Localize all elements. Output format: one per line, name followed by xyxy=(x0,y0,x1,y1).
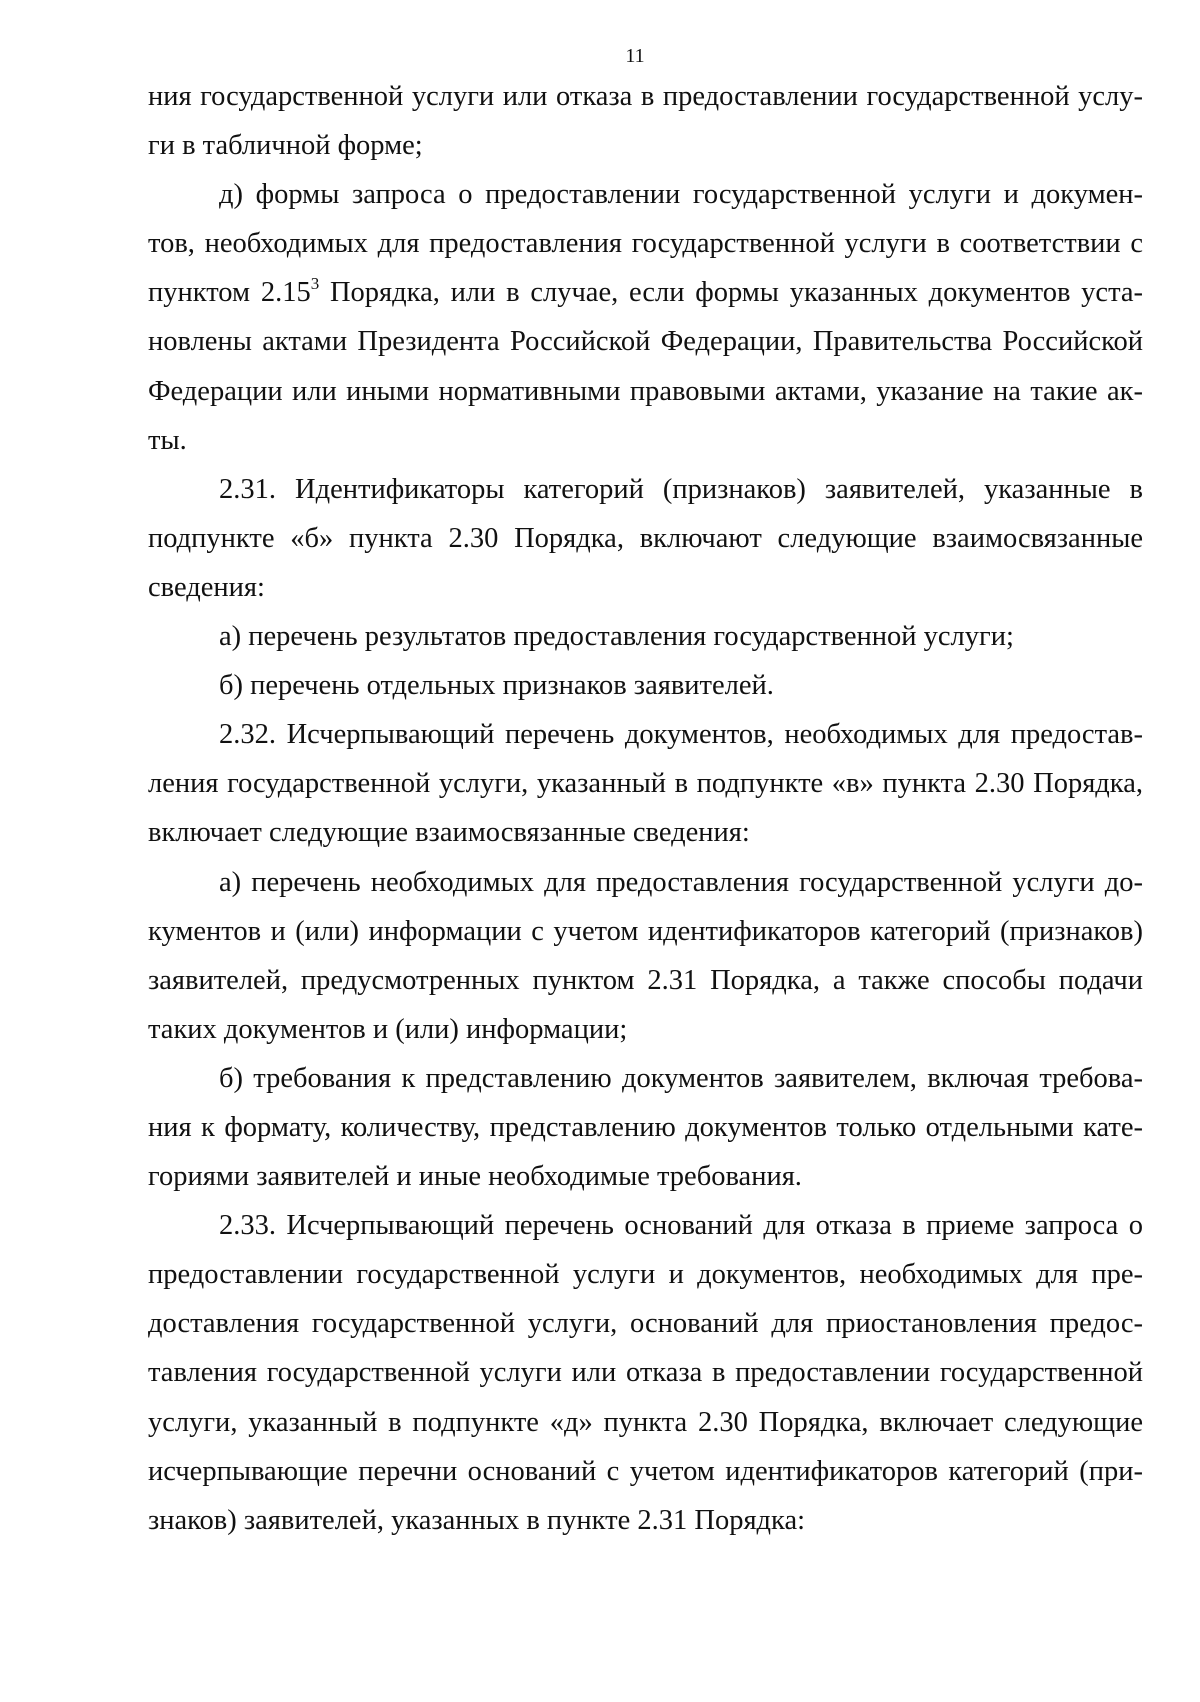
text-line: ния государственной услуги или отказа в предоставлении государственной услу- xyxy=(148,81,1143,112)
text-line: таких документов и (или) информации; xyxy=(148,1013,628,1045)
text-line: предоставлении государственной услуги и документов, необходимых для пре- xyxy=(148,1259,1143,1291)
text-line: ги в табличной форме; xyxy=(148,130,423,162)
paragraph-2-31-b xyxy=(148,661,1143,710)
text-line: тов, необходимых для предоставления государственной услуги в соответствии с xyxy=(148,228,1143,260)
text-line: сведения: xyxy=(148,571,265,603)
paragraph-item-d xyxy=(148,170,1143,465)
text-line: гориями заявителей и иные необходимые требования. xyxy=(148,1161,802,1193)
paragraph-2-32-b xyxy=(148,1054,1143,1201)
text-line: пунктом 2.15 xyxy=(148,277,311,309)
text-line: б) требования к представлению документов заявителем, включая требова- xyxy=(219,1062,1143,1094)
text-line: 2.33. Исчерпывающий перечень оснований для отказа в приеме запроса о xyxy=(219,1210,1143,1242)
text-line: а) перечень необходимых для предоставления государственной услуги до- xyxy=(219,866,1143,898)
text-line: ления государственной услуги, указанный в подпункте «в» пункта 2.30 Порядка, xyxy=(148,768,1143,800)
text-line: услуги, указанный в подпункте «д» пункта 2.30 Порядка, включает следующие xyxy=(148,1406,1143,1438)
superscript: 3 xyxy=(310,273,320,293)
document-body xyxy=(148,72,1143,1545)
paragraph-2-33 xyxy=(148,1201,1143,1545)
paragraph-2-32-a xyxy=(148,858,1143,1054)
text-line: доставления государственной услуги, оснований для приостановления предос- xyxy=(148,1308,1143,1340)
text-line: 2.32. Исчерпывающий перечень документов, необходимых для предостав- xyxy=(219,719,1143,751)
paragraph-continuation xyxy=(148,72,1143,170)
text-line: кументов и (или) информации с учетом идентификаторов категорий (признаков) xyxy=(148,915,1143,947)
page-number: 11 xyxy=(625,45,645,67)
text-line: подпункте «б» пункта 2.30 Порядка, включают следующие взаимосвязанные xyxy=(148,522,1143,554)
text-line: новлены актами Президента Российской Федерации, Правительства Российской xyxy=(148,326,1143,358)
text-line: включает следующие взаимосвязанные сведения: xyxy=(148,817,750,849)
text-line: исчерпывающие перечни оснований с учетом идентификаторов категорий (при- xyxy=(148,1455,1143,1487)
text-line: Федерации или иными нормативными правовыми актами, указание на такие ак- xyxy=(148,375,1143,407)
text-line: д) формы запроса о предоставлении государственной услуги и докумен- xyxy=(219,179,1143,211)
text-line: б) перечень отдельных признаков заявителей. xyxy=(219,670,774,702)
paragraph-2-32 xyxy=(148,710,1143,857)
paragraph-2-31 xyxy=(148,465,1143,612)
text-line: 2.31. Идентификаторы категорий (признаков) заявителей, указанные в xyxy=(219,473,1143,505)
paragraph-2-31-a xyxy=(148,612,1143,661)
text-line: тавления государственной услуги или отказа в предоставлении государственной xyxy=(148,1357,1143,1389)
text-line: знаков) заявителей, указанных в пункте 2.31 Порядка: xyxy=(148,1504,806,1536)
text-line: Порядка, или в случае, если формы указанных документов уста- xyxy=(319,277,1144,309)
text-line: а) перечень результатов предоставления государственной услуги; xyxy=(219,621,1014,653)
text-line: заявителей, предусмотренных пунктом 2.31 Порядка, а также способы подачи xyxy=(148,964,1143,996)
text-line: ния к формату, количеству, представлению документов только отдельными кате- xyxy=(148,1111,1143,1143)
text-line: ты. xyxy=(148,424,187,456)
